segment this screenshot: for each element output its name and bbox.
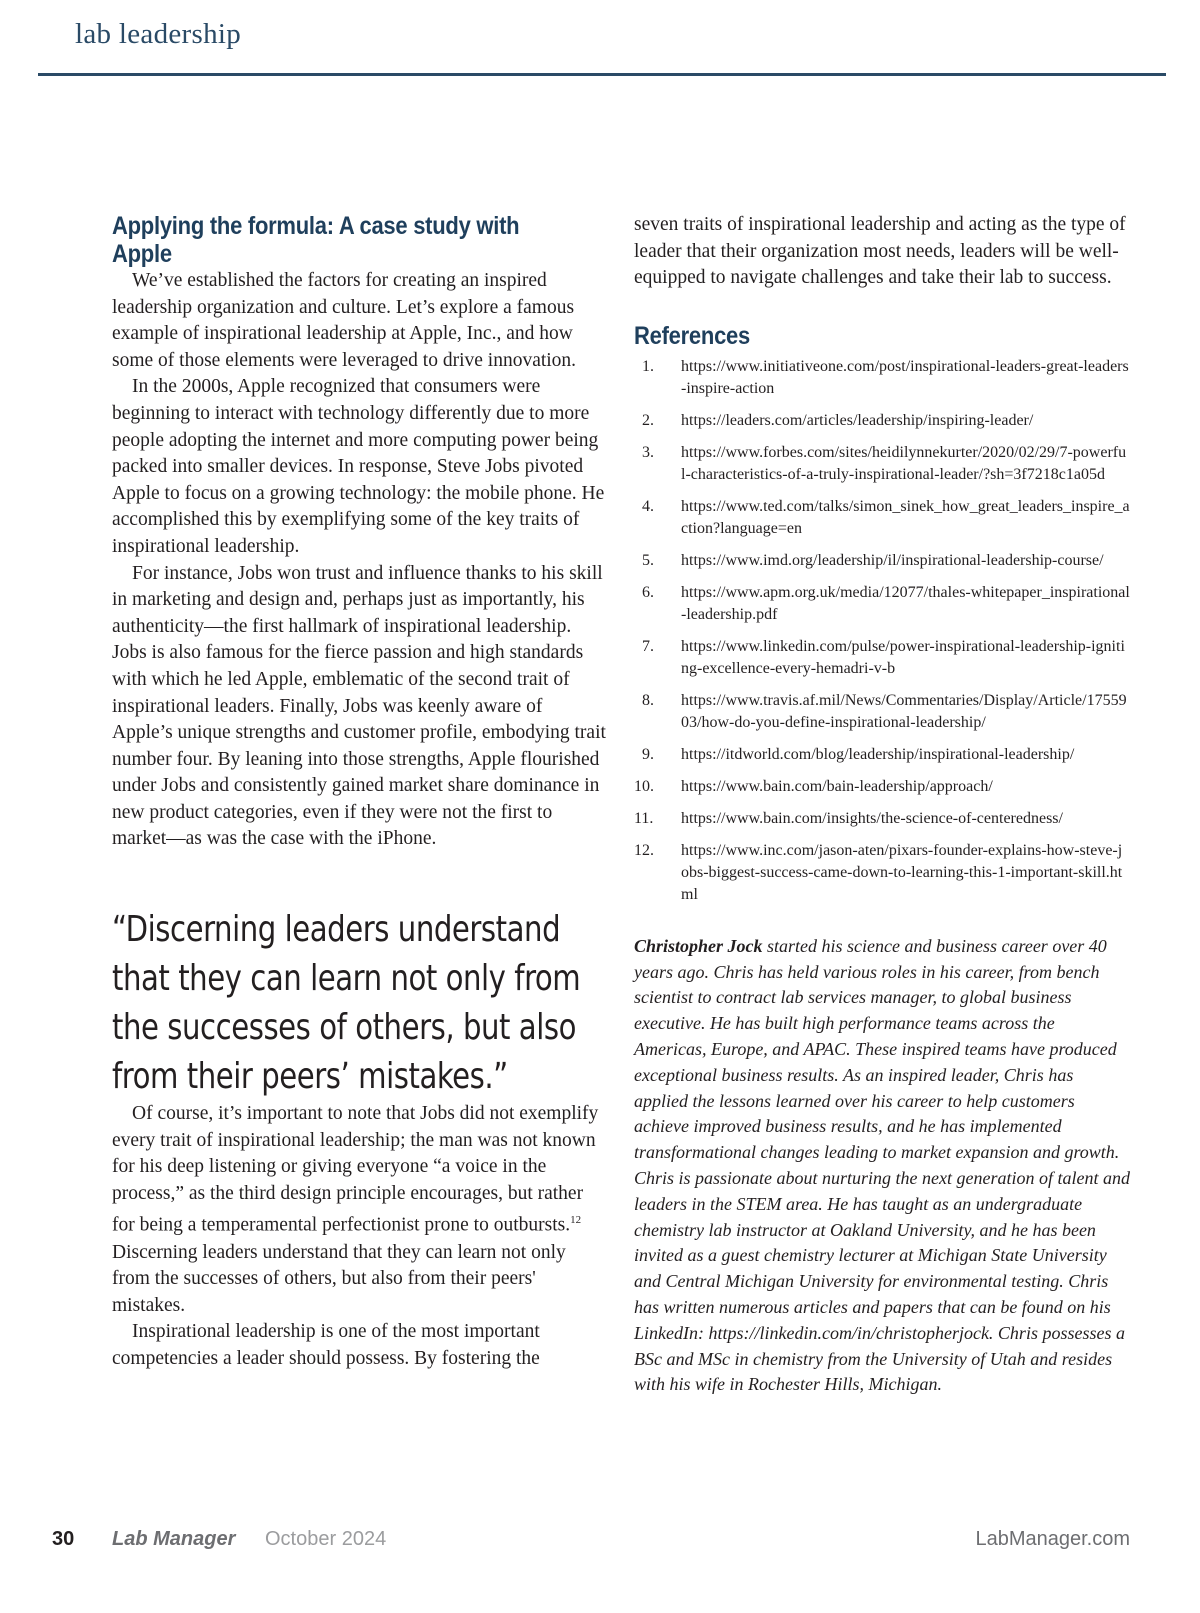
reference-number: 4.	[642, 497, 654, 515]
reference-number: 7.	[642, 637, 654, 655]
reference-item	[634, 636, 1130, 680]
reference-link[interactable]: https://leaders.com/articles/leadership/inspiring-leader/	[681, 411, 1034, 429]
paragraph-of-course-a: Of course, it’s important to note that Jobs did not exemplify every trait of inspirational leadership; the man was not known for his deep listening or giving everyone “a voice in the process,” as the third design principle encourages, but rather for being a temperamental perfectionist prone to outbursts.	[112, 1103, 599, 1236]
reference-number: 9.	[642, 745, 654, 763]
issue-date: October 2024	[265, 1528, 387, 1550]
reference-number: 8.	[642, 691, 654, 709]
paragraph-2000s: In the 2000s, Apple recognized that consumers were beginning to interact with technology differently due to more people adopting the internet and more computing power being packed into smaller devices. In response, Steve Jobs pivoted Apple to focus on a growing technology: the mobile phone. He accomplished this by exemplifying some of the key traits of inspirational leadership.	[112, 376, 605, 557]
reference-link[interactable]: https://www.ted.com/talks/simon_sinek_how_great_leaders_inspire_action?language=en	[681, 497, 1130, 537]
reference-number: 11.	[634, 809, 654, 827]
reference-number: 12.	[634, 841, 654, 859]
website-link[interactable]: LabManager.com	[975, 1528, 1130, 1550]
left-column	[112, 212, 606, 1373]
reference-item	[634, 808, 1130, 830]
reference-link[interactable]: https://www.travis.af.mil/News/Commentaries/Display/Article/1755903/how-do-you-define-inspirational-leadership/	[681, 691, 1127, 731]
references-heading: References	[634, 321, 750, 350]
reference-link[interactable]: https://www.apm.org.uk/media/12077/thales-whitepaper_inspirational-leadership.pdf	[681, 583, 1130, 623]
paragraph-intro: We’ve established the factors for creating an inspired leadership organization and culture. Let’s explore a famous example of inspirational leadership at Apple, Inc., and how some of those elements were leveraged to drive innovation.	[112, 270, 577, 371]
case-study-heading: Applying the formula: A case study with Apple	[112, 212, 520, 268]
author-bio-paragraph-2: Chris is passionate about nurturing the next generation of talent and leaders in the STEM area. He has taught as an undergraduate chemistry lab instructor at Oakland University, and he has been invited as a guest chemistry lecturer at Michigan State University and Central Michigan University for environmental testing. Chris has written numerous articles and papers that can be found on his LinkedIn: https://linkedin.com/in/christopherjock. Chris possesses a BSc and MSc in chemistry from the University of Utah and resides with his wife in Rochester Hills, Michigan.	[634, 1167, 1130, 1395]
magazine-name: Lab Manager	[112, 1528, 236, 1550]
reference-item	[634, 550, 1130, 572]
reference-item	[634, 690, 1130, 734]
author-bio-text-1: started his science and business career over 40 years ago. Chris has held various roles in his career, from bench scientist to contract lab services manager, to global business executive. He has built high performance teams across the Americas, Europe, and APAC. These inspired teams have produced exceptional business results. As an inspired leader, Chris has applied the lessons learned over his career to help customers achieve improved business results, and he has implemented transformational changes leading to market expansion and growth.	[634, 935, 1120, 1163]
reference-number: 6.	[642, 583, 654, 601]
author-name: Christopher Jock	[634, 935, 763, 956]
reference-link[interactable]: https://www.bain.com/bain-leadership/approach/	[681, 777, 993, 795]
reference-link[interactable]: https://www.forbes.com/sites/heidilynnekurter/2020/02/29/7-powerful-characteristics-of-a-truly-inspirational-leader/?sh=3f7218c1a05d	[681, 443, 1127, 483]
paragraph-conclusion-end: seven traits of inspirational leadership and acting as the type of leader that their organization most needs, leaders will be well-equipped to navigate challenges and take their lab to success.	[634, 214, 1126, 289]
reference-link[interactable]: https://www.bain.com/insights/the-science-of-centeredness/	[681, 809, 1063, 827]
reference-link[interactable]: https://www.linkedin.com/pulse/power-inspirational-leadership-igniting-excellence-every-hemadri-v-b	[681, 637, 1125, 677]
reference-link[interactable]: https://www.initiativeone.com/post/inspirational-leaders-great-leaders-inspire-action	[681, 357, 1129, 397]
reference-number: 2.	[642, 411, 654, 429]
reference-link[interactable]: https://www.inc.com/jason-aten/pixars-founder-explains-how-steve-jobs-biggest-success-came-down-to-learning-this-1-important-skill.html	[681, 841, 1123, 903]
page-footer	[0, 1528, 1200, 1558]
reference-number: 3.	[642, 443, 654, 461]
reference-link[interactable]: https://itdworld.com/blog/leadership/inspirational-leadership/	[681, 745, 1075, 763]
reference-number: 5.	[642, 551, 654, 569]
reference-item	[634, 840, 1130, 906]
reference-item	[634, 356, 1130, 400]
right-column	[634, 212, 1130, 1398]
header-divider	[38, 73, 1166, 76]
paragraph-conclusion-start: Inspirational leadership is one of the most important competencies a leader should possess. By fostering the	[112, 1321, 540, 1369]
paragraph-of-course-b: Discerning leaders understand that they can learn not only from the successes of others, but also from their peers' mistakes.	[112, 1241, 566, 1316]
section-header-title: lab leadership	[75, 18, 242, 50]
reference-item	[634, 496, 1130, 540]
reference-number: 1.	[642, 357, 654, 375]
paragraph-jobs-traits: For instance, Jobs won trust and influence thanks to his skill in marketing and design and, perhaps just as importantly, his authenticity—the first hallmark of inspirational leadership. Jobs is also famous for the fierce passion and high standards with which he led Apple, emblematic of the second trait of inspirational leaders. Finally, Jobs was keenly aware of Apple’s unique strengths and customer profile, embodying trait number four. By leaning into those strengths, Apple flourished under Jobs and consistently gained market share dominance in new product categories, even if they were not the first to market—as was the case with the iPhone.	[112, 562, 606, 850]
reference-item	[634, 582, 1130, 626]
author-bio	[634, 934, 1130, 1398]
reference-item	[634, 776, 1130, 798]
reference-item	[634, 744, 1130, 766]
paragraph-of-course	[112, 1101, 606, 1319]
reference-link[interactable]: https://www.imd.org/leadership/il/inspirational-leadership-course/	[681, 551, 1104, 569]
reference-item	[634, 410, 1130, 432]
reference-item	[634, 442, 1130, 486]
page-number: 30	[52, 1528, 75, 1550]
reference-number: 10.	[634, 777, 654, 795]
pull-quote: “Discerning leaders understand that they can learn not only from the successes of others, but also from their peers’ mistakes.”	[112, 909, 581, 1098]
author-bio-paragraph-1	[634, 934, 1130, 1166]
footnote-ref: 12	[570, 1214, 582, 1227]
references-list	[634, 356, 1130, 906]
